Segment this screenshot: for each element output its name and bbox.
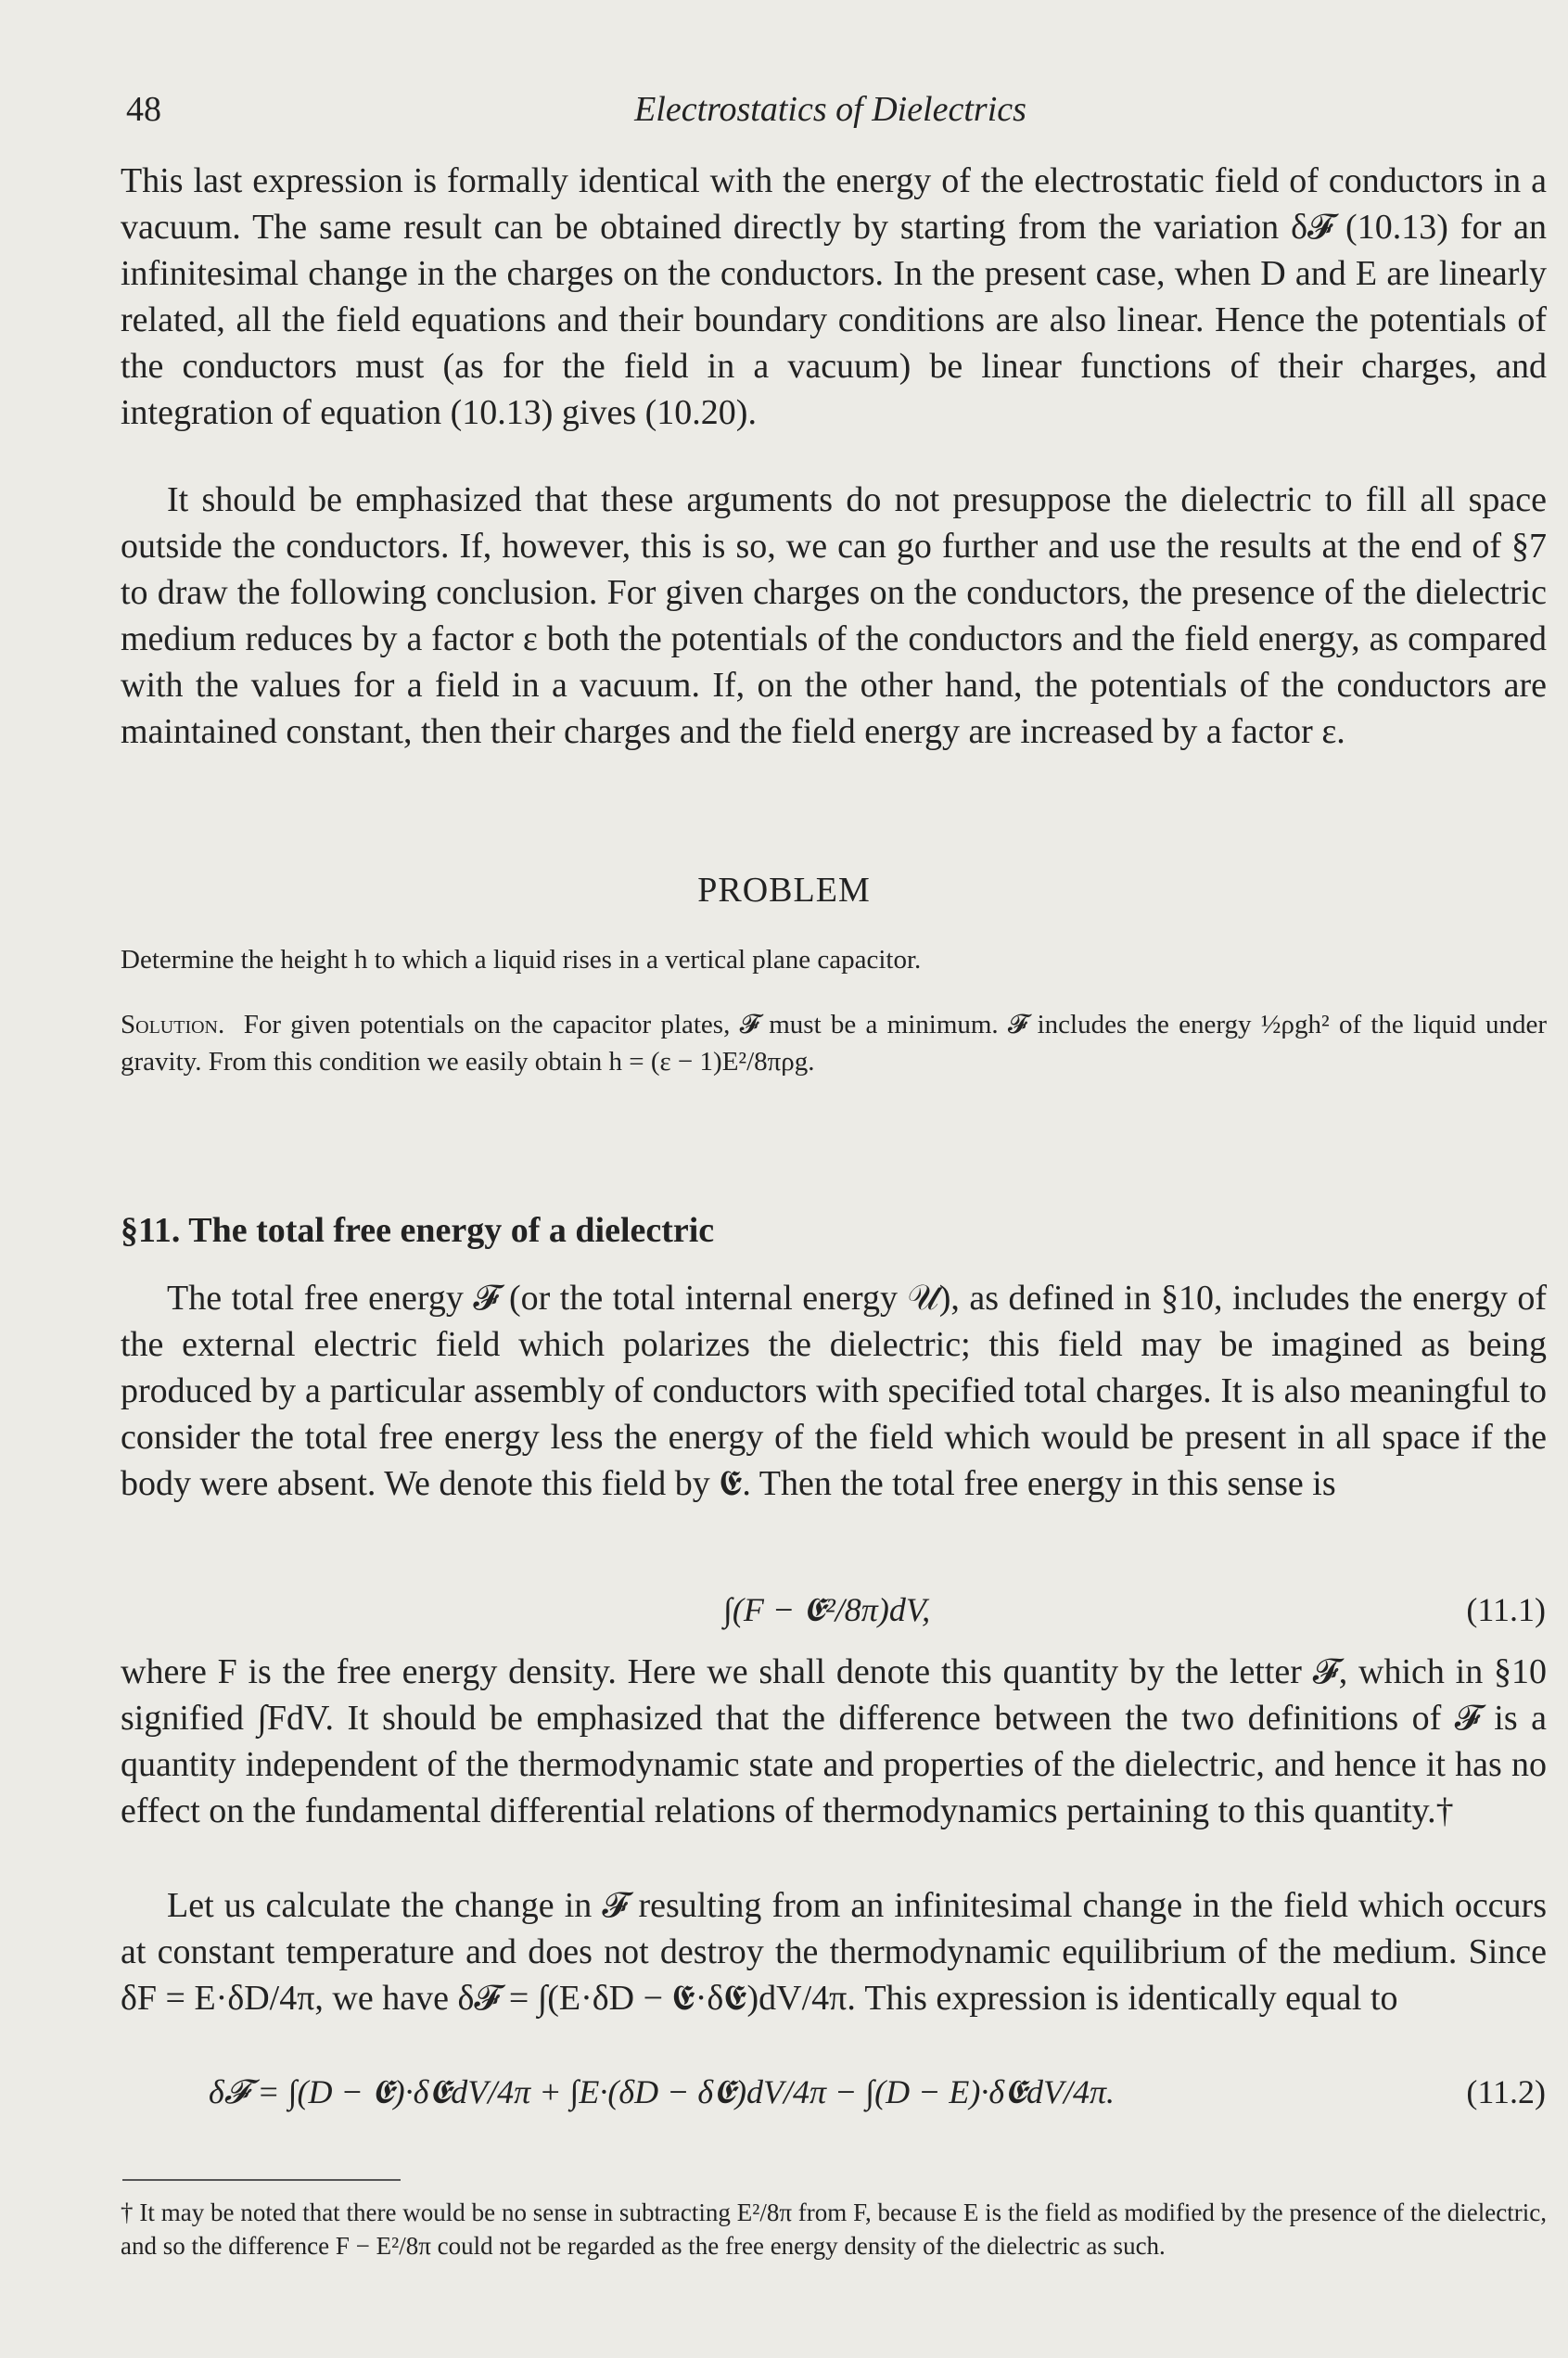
section-paragraph-2-block [121,1649,1547,1834]
equation-11-2: δ𝓕 = ∫(D − 𝕰)·δ𝕰dV/4π + ∫E·(δD − δ𝕰)dV/4π − ∫(D − E)·δ𝕰dV/4π. [209,2073,1115,2110]
equation-11-1: ∫(F − 𝕰²/8π)dV, [723,1591,931,1628]
running-title: Electrostatics of Dielectrics [634,90,1026,129]
section-paragraph-3: Let us calculate the change in 𝓕 resulting from an infinitesimal change in the field which occurs at constant temperature and does not destroy the thermodynamic equilibrium of the medium. Since δF = E·δD/4π, we have δ𝓕 = ∫(E·δD − 𝕰·δ𝕰)dV/4π. This expression is identically equal to [121,1886,1547,2018]
footnote-rule [122,2179,401,2181]
equation-11-1-number: (11.1) [1466,1591,1546,1628]
body-paragraph-1: This last expression is formally identical with the energy of the electrostatic field of conductors in a vacuum. The same result can be obtained directly by starting from the variation δ𝓕 (10.13) for an infinitesimal change in the charges on the conductors. In the present case, when D and E are linearly related, all the field equations and their boundary conditions are also linear. Hence the potentials of the conductors must (as for the field in a vacuum) be linear functions of their charges, and integration of equation (10.13) gives (10.20). [121,161,1547,432]
problem-solution [121,1006,1547,1080]
solution-text: For given potentials on the capacitor plates, 𝓕 must be a minimum. 𝓕 includes the energy ½ρgh² of the liquid under gravity. From this condition we easily obtain h = (ε − 1)E²/8πρg. [121,1010,1548,1077]
body-paragraph-2: It should be emphasized that these arguments do not presuppose the dielectric to fill all space outside the conductors. If, however, this is so, we can go further and use the results at the end of §7 to draw the following conclusion. For given charges on the conductors, the presence of the dielectric medium reduces by a factor ε both the potentials of the conductors and the field energy, as compared with the values for a field in a vacuum. If, on the other hand, the potentials of the conductors are maintained constant, then their charges and the field energy are increased by a factor ε. [121,480,1547,751]
body-paragraph-1-block [121,158,1547,436]
page-header [126,89,1535,135]
problem-heading: PROBLEM [697,871,871,910]
section-paragraph-2: where F is the free energy density. Here we shall denote this quantity by the letter 𝓕, which in §10 signified ∫FdV. It should be emphasized that the difference between the two definitions of 𝓕 is a quantity independent of the thermodynamic state and properties of the dielectric, and hence it has no effect on the fundamental differential relations of thermodynamics pertaining to this quantity.† [121,1652,1547,1830]
footnote-block [121,2196,1547,2262]
solution-label: Solution. [121,1010,225,1039]
equation-11-2-number: (11.2) [1466,2073,1546,2110]
section-paragraph-3-block [121,1882,1547,2021]
problem-statement: Determine the height h to which a liquid rises in a vertical plane capacitor. [121,945,922,975]
section-paragraph-1-block [121,1275,1547,1507]
problem-statement-block [121,941,1547,978]
problem-solution-block [121,1006,1547,1080]
page-number: 48 [126,90,161,129]
body-paragraph-2-block [121,477,1547,755]
section-heading: §11. The total free energy of a dielectric [121,1211,715,1250]
footnote: † It may be noted that there would be no sense in subtracting E²/8π from F, because E is the field as modified by the presence of the dielectric, and so the difference F − E²/8π could not be regarded as the free energy density of the dielectric as such. [121,2199,1547,2260]
section-paragraph-1: The total free energy 𝓕 (or the total internal energy 𝒰), as defined in §10, includes the energy of the external electric field which polarizes the dielectric; this field may be imagined as being produced by a particular assembly of conductors with specified total charges. It is also meaningful to consider the total free energy less the energy of the field which would be present in all space if the body were absent. We denote this field by 𝕰. Then the total free energy in this sense is [121,1279,1547,1503]
